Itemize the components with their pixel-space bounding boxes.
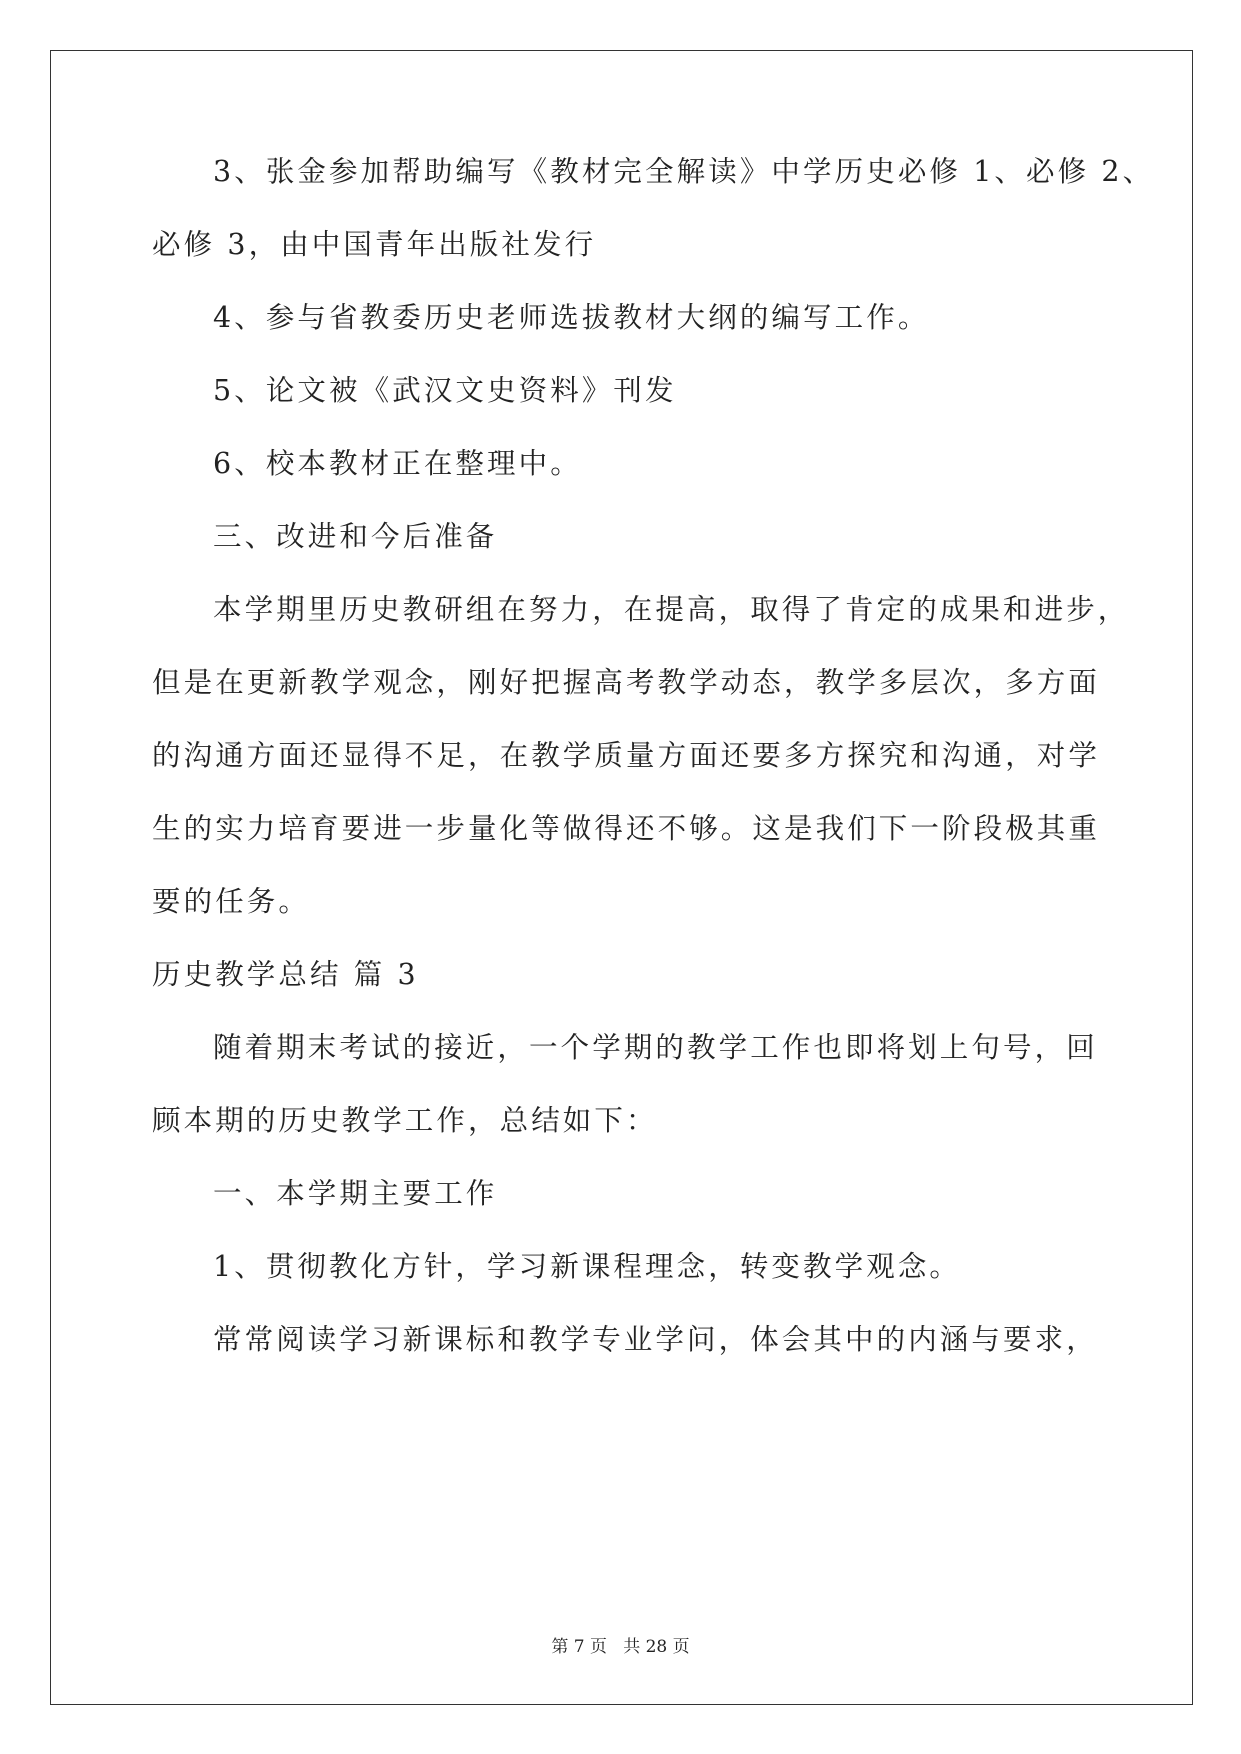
text-line: 6、校本教材正在整理中。	[213, 447, 582, 480]
text-line: 的沟通方面还显得不足，在教学质量方面还要多方探究和沟通，对学	[152, 739, 1101, 772]
text-line: 5、论文被《武汉文史资料》刊发	[213, 374, 677, 407]
text-line: 生的实力培育要进一步量化等做得还不够。这是我们下一阶段极其重	[152, 812, 1101, 845]
article-title: 历史教学总结 篇 3	[152, 958, 419, 991]
section-heading: 三、改进和今后准备	[213, 520, 498, 553]
text-line: 但是在更新教学观念，刚好把握高考教学动态，教学多层次，多方面	[152, 666, 1101, 699]
page-number-footer: 第 7 页 共 28 页	[551, 1637, 690, 1657]
text-line: 顾本期的历史教学工作，总结如下：	[152, 1104, 658, 1137]
text-line: 随着期末考试的接近，一个学期的教学工作也即将划上句号，回	[213, 1031, 1098, 1064]
text-line: 必修 3，由中国青年出版社发行	[152, 228, 597, 261]
text-line: 3、张金参加帮助编写《教材完全解读》中学历史必修 1、必修 2、	[213, 155, 1155, 188]
text-line: 1、贯彻教化方针，学习新课程理念，转变教学观念。	[213, 1250, 962, 1283]
text-line: 常常阅读学习新课标和教学专业学问，体会其中的内涵与要求，	[213, 1323, 1098, 1356]
text-line: 要的任务。	[152, 885, 311, 918]
section-heading: 一、本学期主要工作	[213, 1177, 498, 1210]
text-line: 4、参与省教委历史老师选拔教材大纲的编写工作。	[213, 301, 930, 334]
text-line: 本学期里历史教研组在努力，在提高，取得了肯定的成果和进步，	[213, 593, 1130, 626]
